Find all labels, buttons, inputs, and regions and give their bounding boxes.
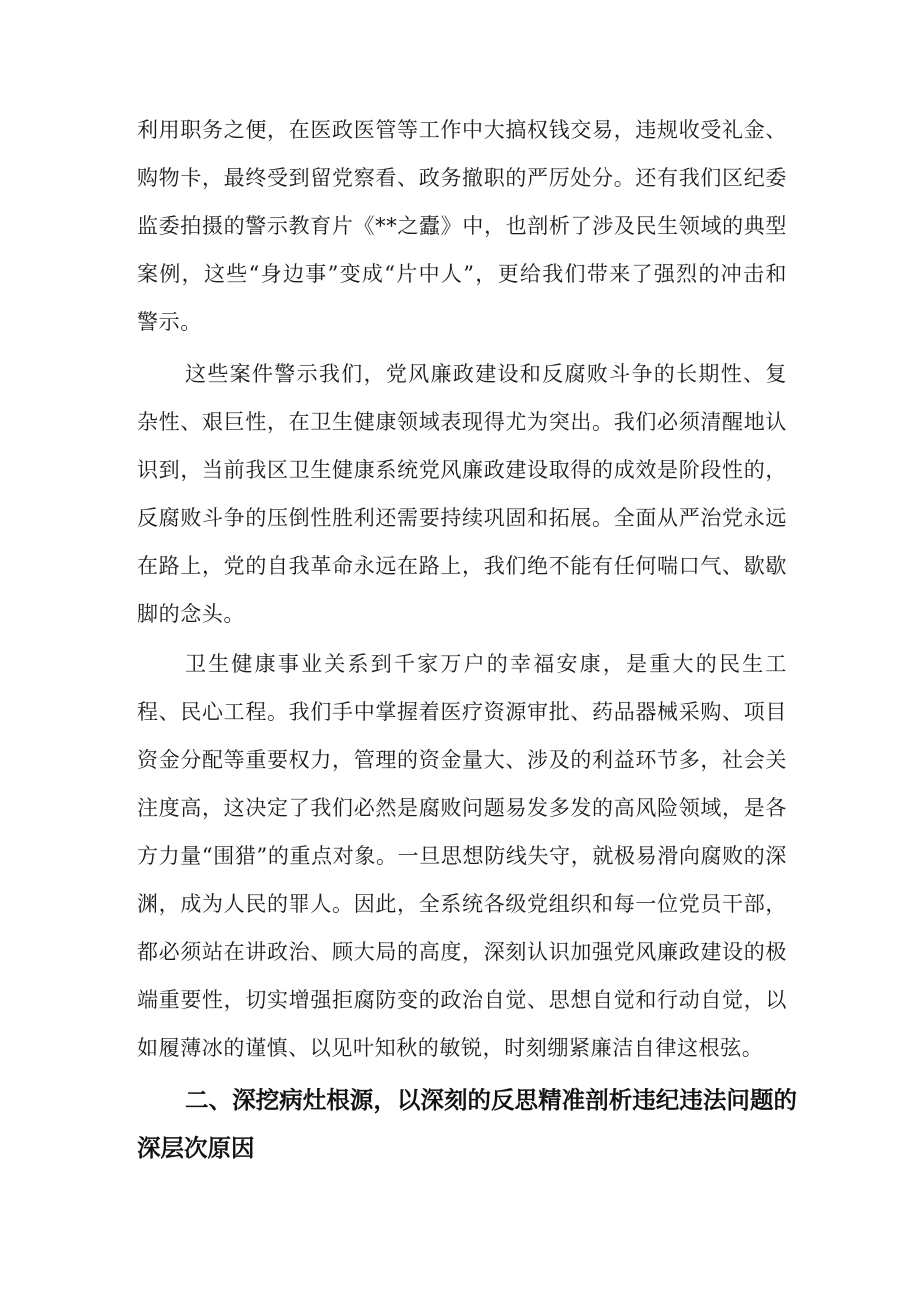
paragraph-3: 卫生健康事业关系到千家万户的幸福安康，是重大的民生工程、民心工程。我们手中掌握着医疗资源审批、药品器械采购、项目资金分配等重要权力，管理的资金量大、涉及的利益环节多，社会关注度高，这决定了我们必然是腐败问题易发多发的高风险领域，是各方力量“围猎”的重点对象。一旦思想防线失守，就极易滑向腐败的深渊，成为人民的罪人。因此，全系统各级党组织和每一位党员干部，都必须站在讲政治、顾大局的高度，深刻认识加强党风廉政建设的极端重要性，切实增强拒腐防变的政治自觉、思想自觉和行动自觉，以如履薄冰的谨慎、以见叶知秋的敏锐，时刻绷紧廉洁自律这根弦。 bbox=[137, 652, 787, 1060]
paragraph-1: 利用职务之便，在医政医管等工作中大搞权钱交易，违规收受礼金、购物卡，最终受到留党察看、政务撤职的严厉处分。还有我们区纪委监委拍摄的警示教育片《**之蠹》中，也剖析了涉及民生领域的典型案例，这些“身边事”变成“片中人”，更给我们带来了强烈的冲击和警示。 bbox=[137, 118, 787, 334]
section-heading: 二、深挖病灶根源，以深刻的反思精准剖析违纪违法问题的深层次原因 bbox=[137, 1086, 797, 1162]
paragraph-2: 这些案件警示我们，党风廉政建设和反腐败斗争的长期性、复杂性、艰巨性，在卫生健康领域表现得尤为突出。我们必须清醒地认识到，当前我区卫生健康系统党风廉政建设取得的成效是阶段性的，反腐败斗争的压倒性胜利还需要持续巩固和拓展。全面从严治党永远在路上，党的自我革命永远在路上，我们绝不能有任何喘口气、歇歇脚的念头。 bbox=[137, 362, 787, 626]
